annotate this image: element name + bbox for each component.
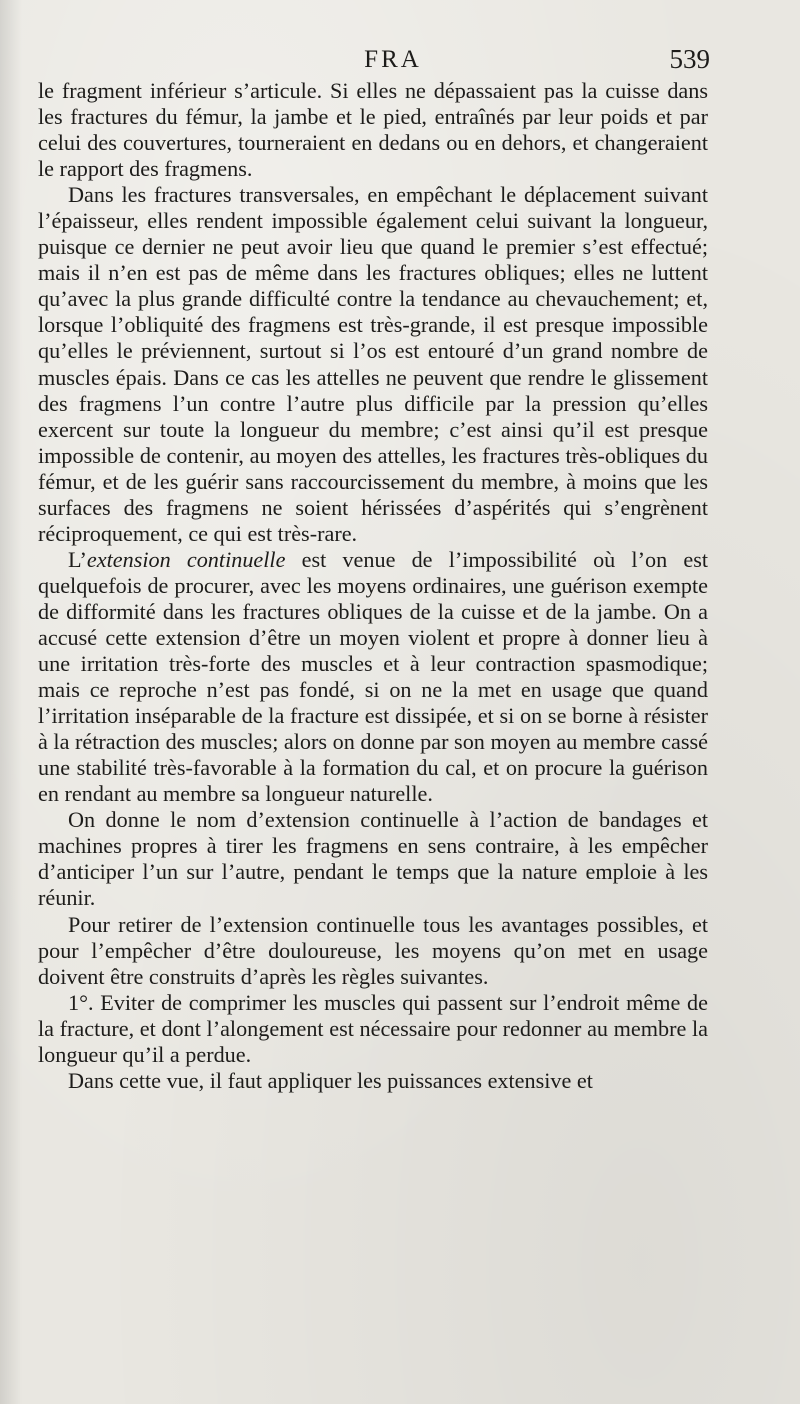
paragraph-4: On donne le nom d’extension continuelle à l’action de bandages et machines propres à tirer les fragmens en sens contraire, à les empêcher d’anticiper l’un sur l’autre, pendant le temps que la nature emploie à les réunir. — [38, 807, 708, 911]
paragraph-3-rest: est venue de l’impossibilité où l’on est quelquefois de procurer, avec les moyens ordinaires, une guérison exempte de difformité dans les fractures obliques de la cuisse et de la jambe. On a accusé cette extension d’être un moyen violent et propre à donner lieu à une irritation très-forte des muscles et à leur contraction spasmodique; mais ce reproche n’est pas fondé, si on ne la met en usage que quand l’irritation inséparable de la fracture est dissipée, et si on se borne à résister à la rétraction des muscles; alors on donne par son moyen au membre cassé une stabilité très-favorable à la formation du cal, et on procure la guérison en rendant au membre sa longueur naturelle. — [38, 546, 708, 807]
page-header — [38, 38, 708, 78]
paragraph-3 — [38, 547, 708, 807]
page-number: 539 — [669, 44, 710, 74]
term-extension-continuelle: extension continuelle — [86, 546, 286, 572]
page-gutter-shadow — [0, 0, 22, 1404]
paragraph-1: le fragment inférieur s’articule. Si elles ne dépassaient pas la cuisse dans les fractures du fémur, la jambe et le pied, entraînés par leur poids et par celui des couvertures, tourneraient en dedans ou en dehors, et changeraient le rapport des fragmens. — [38, 78, 708, 182]
paragraph-6: 1°. Eviter de comprimer les muscles qui passent sur l’endroit même de la fracture, et dont l’alongement est nécessaire pour redonner au membre la longueur qu’il a perdue. — [38, 989, 708, 1067]
paragraph-7: Dans cette vue, il faut appliquer les puissances extensive et — [68, 1067, 593, 1093]
paragraph-5: Pour retirer de l’extension continuelle tous les avantages possibles, et pour l’empêcher d’être douloureuse, les moyens qu’on met en usage doivent être construits d’après les règles suivantes. — [38, 911, 708, 989]
paragraph-2: Dans les fractures transversales, en empêchant le déplacement suivant l’épaisseur, elles rendent impossible également celui suivant la longueur, puisque ce dernier ne peut avoir lieu que quand le premier s’est effectué; mais il n’en est pas de même dans les fractures obliques; elles ne luttent qu’avec la plus grande difficulté contre la tendance au chevauchement; et, lorsque l’obliquité des fragmens est très-grande, il est presque impossible qu’elles le préviennent, surtout si l’os est entouré d’un grand nombre de muscles épais. Dans ce cas les attelles ne peuvent que rendre le glissement des fragmens l’un contre l’autre plus difficile par la pression qu’elles exercent sur toute la longueur du membre; c’est ainsi qu’il est presque impossible de contenir, au moyen des attelles, les fractures très-obliques du fémur, et de les guérir sans raccourcissement du membre, à moins que les surfaces des fragmens ne soient hérissées d’aspérités qui s’engrènent réciproquement, ce qui est très-rare. — [38, 182, 708, 546]
body-text — [38, 78, 708, 1094]
paragraph-3-lead: L’ — [68, 546, 87, 572]
running-head: FRA — [364, 46, 422, 73]
